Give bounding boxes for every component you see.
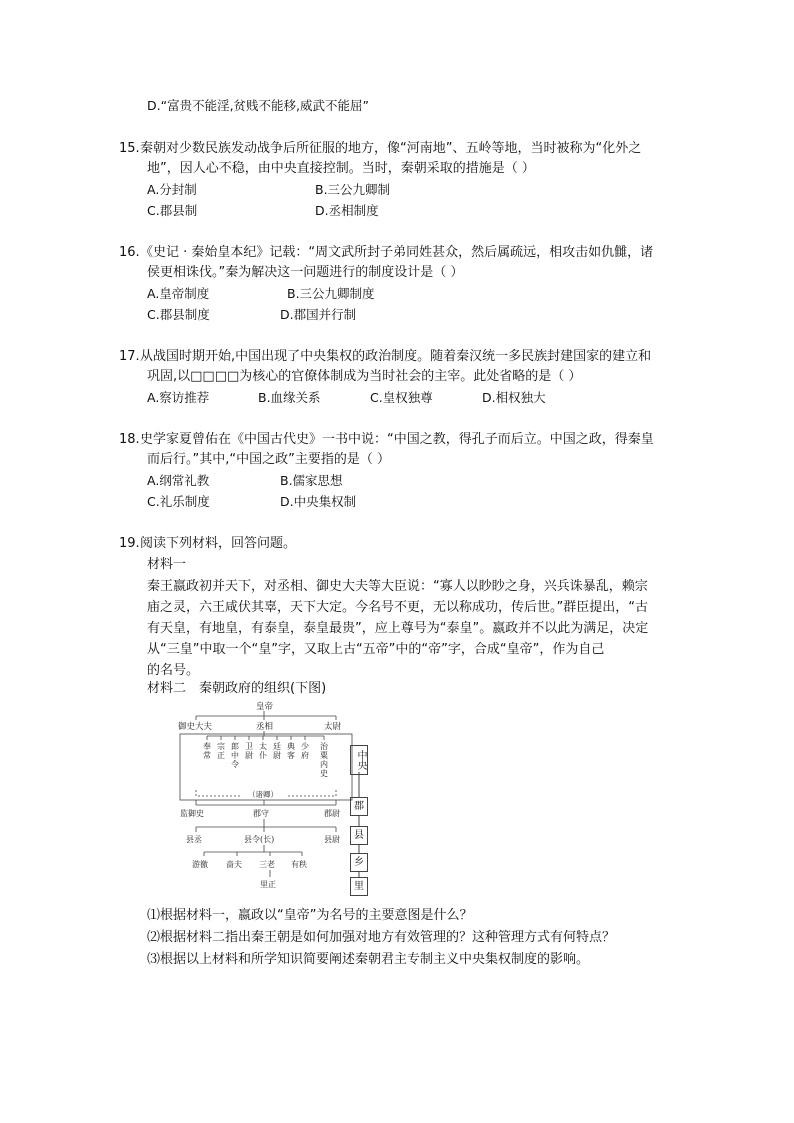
diagram-sefu: 啬夫 (226, 860, 242, 869)
minister-7: 少府 (301, 742, 309, 760)
q14-option-d: D.“富贵不能淫,贫贱不能移,威武不能屈” (147, 98, 369, 113)
diagram-taiwei: 太尉 (324, 722, 342, 732)
material1-line3: 有天皇，有地皇，有泰皇，泰皇最贵”，应上尊号为“泰皇”。嬴政并不以此为满足，决定 (147, 621, 649, 636)
q17-option-b: B.血缘关系 (258, 390, 321, 405)
q17-number: 17. (119, 349, 140, 364)
q17-option-d: D.相权独大 (482, 390, 546, 405)
diagram-xianwei: 县尉 (324, 835, 340, 844)
q15-number: 15. (119, 141, 140, 156)
diagram-emperor: 皇帝 (256, 702, 274, 712)
q18-option-d: D.中央集权制 (280, 494, 357, 509)
q17-option-a: A.察访推荐 (147, 390, 210, 405)
minister-columns (207, 736, 324, 740)
q16-option-c: C.郡县制度 (147, 307, 210, 322)
q15-option-a: A.分封制 (147, 182, 197, 197)
q15-option-c: C.郡县制 (147, 203, 198, 218)
q18-stem-line2: 而后行。”其中,“中国之政”主要指的是（ ） (147, 452, 390, 467)
q18-option-b: B.儒家思想 (280, 473, 343, 488)
q18-option-c: C.礼乐制度 (147, 494, 210, 509)
diagram-junwei: 郡尉 (324, 809, 340, 818)
material2-title: 材料二 秦朝政府的组织(下图) (147, 681, 327, 696)
diagram-youzhi: 有秩 (291, 860, 307, 869)
level-village: 里 (350, 877, 368, 896)
diagram-chengxiang: 丞相 (256, 722, 274, 732)
q16-stem-line1: 《史记 · 秦始皇本纪》记载：“周文武所封子弟同姓甚众，然后属疏远，相攻击如仇雠，诸 (140, 245, 654, 260)
q18-number: 18. (119, 432, 140, 447)
q17-option-c: C.皇权独尊 (370, 390, 433, 405)
q16-option-d: D.郡国并行制 (280, 307, 357, 322)
diagram-xiancheng: 县丞 (186, 835, 202, 844)
diagram-lizheng: 里正 (260, 880, 276, 889)
minister-4: 太仆 (259, 742, 267, 760)
level-central: 中央 (350, 745, 368, 775)
q18-stem-line1: 史学家夏曾佑在《中国古代史》一书中说：“中国之教，得孔子而后立。中国之政，得秦皇 (140, 432, 654, 447)
diagram-xianling: 县令(长) (244, 835, 275, 844)
q16-number: 16. (119, 245, 140, 260)
diagram-youjiao: 游徼 (192, 860, 208, 869)
minister-labels (203, 741, 329, 778)
level-connector (358, 772, 362, 882)
diagram-sanlao: 三老 (259, 860, 275, 869)
q15-option-b: B.三公九卿制 (315, 182, 391, 197)
q15-option-d: D.丞相制度 (315, 203, 379, 218)
minister-3: 卫尉 (245, 742, 253, 760)
diagram-yushi: 御史大夫 (178, 722, 213, 732)
minister-2: 郎中令 (231, 742, 239, 769)
material1-line4: 从“三皇”中取一个“皇”字，又取上古“五帝”中的“帝”字，合成“皇帝”，作为自己 (147, 642, 605, 657)
q19-sub2: ⑵根据材料二指出秦王朝是如何加强对地方有效管理的？这种管理方式有何特点？ (147, 930, 616, 945)
diagram-zhuqing: （诸卿） (248, 790, 278, 799)
q19-sub3: ⑶根据以上材料和所学知识简要阐述秦朝君主专制主义中央集权制度的影响。 (147, 952, 590, 967)
level-commandery: 郡 (350, 797, 368, 816)
material1-line2: 庙之灵，六王咸伏其辜，天下大定。今名号不更，无以称成功，传后世。”群臣提出，“古 (147, 600, 648, 615)
material1-line5: 的名号。 (147, 663, 200, 678)
q19-number: 19. (119, 536, 140, 551)
minister-6: 典客 (287, 742, 295, 760)
diagram-jianyushi: 监御史 (180, 809, 204, 818)
level-township: 乡 (350, 853, 368, 872)
diagram-junshou: 郡守 (253, 809, 269, 818)
material1-line1: 秦王嬴政初并天下，对丞相、御史大夫等大臣说：“寡人以眇眇之身，兴兵诛暴乱，赖宗 (147, 579, 648, 594)
minister-1: 宗正 (217, 742, 225, 760)
q18-option-a: A.纲常礼教 (147, 473, 210, 488)
minister-5: 廷尉 (273, 742, 281, 760)
minister-8: 治粟内史 (320, 742, 328, 778)
minister-0: 奉常 (203, 742, 211, 760)
level-county: 县 (350, 826, 368, 845)
q16-option-a: A.皇帝制度 (147, 286, 210, 301)
q19-sub1: ⑴根据材料一，嬴政以“皇帝”为名号的主要意图是什么？ (147, 908, 473, 923)
q19-intro: 阅读下列材料，回答问题。 (140, 536, 297, 551)
material1-title: 材料一 (147, 557, 187, 572)
q17-stem-line2: 巩固,以□□□□为核心的官僚体制成为当时社会的主宰。此处省略的是（ ） (147, 369, 582, 384)
q17-stem-line1: 从战国时期开始,中国出现了中央集权的政治制度。随着秦汉统一多民族封建国家的建立和 (140, 349, 652, 364)
q15-stem-line2: 地”，因人心不稳，由中央直接控制。当时，秦朝采取的措施是（ ） (147, 161, 535, 176)
q15-stem-line1: 秦朝对少数民族发动战争后所征服的地方，像“河南地”、五岭等地，当时被称为“化外之 (140, 141, 642, 156)
q16-stem-line2: 侯更相诛伐。”秦为解决这一问题进行的制度设计是（ ） (147, 265, 464, 280)
q16-option-b: B.三公九卿制度 (287, 286, 375, 301)
qin-government-diagram (176, 700, 376, 898)
